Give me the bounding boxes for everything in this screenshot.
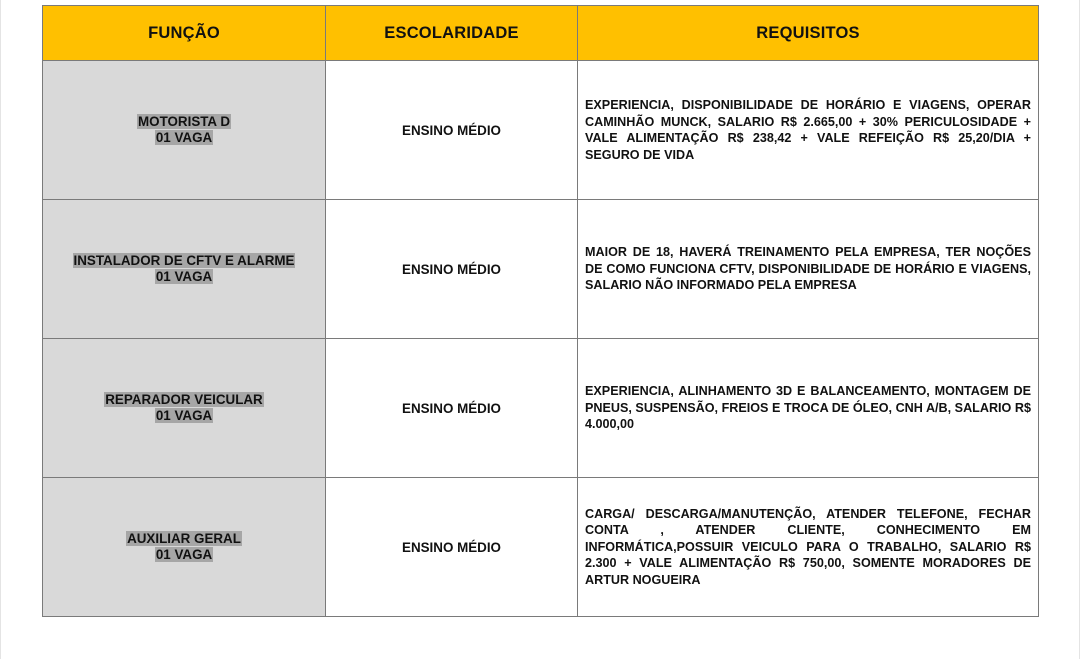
requisitos-text: EXPERIENCIA, ALINHAMENTO 3D E BALANCEAMENTO, MONTAGEM DE PNEUS, SUSPENSÃO, FREIOS E TROCA DE ÓLEO, CNH A/B, SALARIO R$ 4.000,00 [585,384,1031,432]
requisitos-cell [578,200,1039,339]
escolaridade-cell: ENSINO MÉDIO [326,61,578,200]
requisitos-text: MAIOR DE 18, HAVERÁ TREINAMENTO PELA EMPRESA, TER NOÇÕES DE COMO FUNCIONA CFTV, DISPONIBILIDADE DE HORÁRIO E VIAGENS, SALARIO NÃO INFORMADO PELA EMPRESA [585,245,1031,293]
requisitos-cell [578,339,1039,478]
table-row [43,61,1039,200]
escolaridade-cell: ENSINO MÉDIO [326,478,578,617]
funcao-title: AUXILIAR GERAL [127,531,241,546]
funcao-cell [43,200,326,339]
job-openings-table [42,5,1039,617]
funcao-title: MOTORISTA D [138,114,230,129]
funcao-vagas: 01 VAGA [155,408,213,423]
header-funcao: FUNÇÃO [43,6,326,61]
requisitos-cell [578,478,1039,617]
header-requisitos: REQUISITOS [578,6,1039,61]
escolaridade-cell: ENSINO MÉDIO [326,339,578,478]
funcao-cell [43,61,326,200]
requisitos-cell [578,61,1039,200]
funcao-title: INSTALADOR DE CFTV E ALARME [73,253,295,268]
table-row [43,339,1039,478]
funcao-vagas: 01 VAGA [155,269,213,284]
funcao-cell [43,339,326,478]
escolaridade-cell: ENSINO MÉDIO [326,200,578,339]
requisitos-text: CARGA/ DESCARGA/MANUTENÇÃO, ATENDER TELEFONE, FECHAR CONTA , ATENDER CLIENTE, CONHECIMENTO EM INFORMÁTICA,POSSUIR VEICULO PARA O TRABALHO, SALARIO R$ 2.300 + VALE ALIMENTAÇÃO R$ 750,00, SOMENTE MORADORES DE ARTUR NOGUEIRA [585,506,1031,587]
requisitos-text: EXPERIENCIA, DISPONIBILIDADE DE HORÁRIO E VIAGENS, OPERAR CAMINHÃO MUNCK, SALARIO R$ 2.665,00 + 30% PERICULOSIDADE + VALE ALIMENTAÇÃO R$ 238,42 + VALE REFEIÇÃO R$ 25,20/DIA + SEGURO DE VIDA [585,98,1031,162]
funcao-cell [43,478,326,617]
table-row [43,200,1039,339]
funcao-vagas: 01 VAGA [155,130,213,145]
table-header-row [43,6,1039,61]
header-escolaridade: ESCOLARIDADE [326,6,578,61]
funcao-title: REPARADOR VEICULAR [105,392,263,407]
funcao-vagas: 01 VAGA [155,547,213,562]
table-row [43,478,1039,617]
